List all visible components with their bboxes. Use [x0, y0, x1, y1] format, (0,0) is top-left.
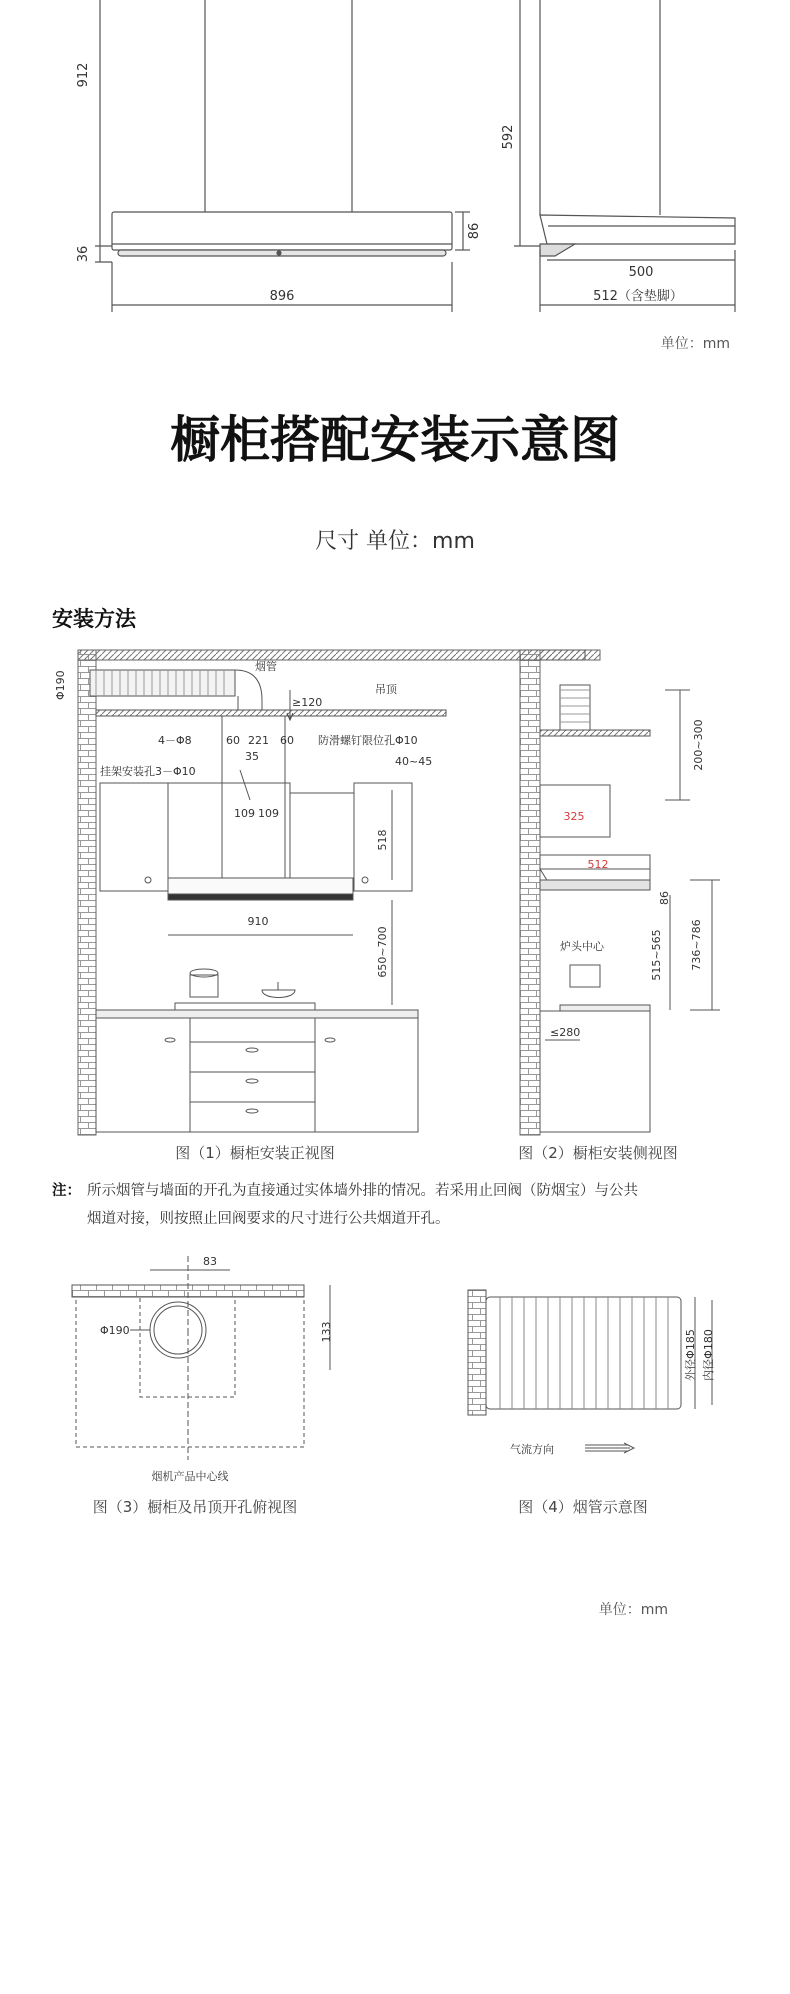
- dim-650-700: 650~700: [376, 926, 389, 978]
- centerline-label: 烟机产品中心线: [151, 1470, 229, 1483]
- stove-center-label: 炉头中心: [560, 940, 604, 953]
- airflow-label: 气流方向: [510, 1443, 554, 1456]
- gap-120-label: ≥120: [292, 696, 323, 709]
- dim-40-45: 40~45: [395, 755, 433, 768]
- figure-2-caption: 图（2）橱柜安装侧视图: [518, 1144, 678, 1162]
- bottom-unit-label: 单位：mm: [598, 1602, 668, 1618]
- ceiling-label: 吊顶: [375, 683, 397, 696]
- dim-60-right: 60: [280, 734, 294, 747]
- antislip-hole-label: 防滑螺钉限位孔Φ10: [318, 734, 418, 747]
- figure-2-side-install: [520, 650, 720, 1135]
- hole-diameter-label: Φ190: [100, 1324, 130, 1337]
- top-unit-label: 单位：mm: [660, 336, 730, 352]
- figure-4-caption: 图（4）烟管示意图: [518, 1498, 648, 1516]
- figure-3-caption: 图（3）橱柜及吊顶开孔俯视图: [92, 1498, 298, 1516]
- dim-736-786: 736~786: [690, 919, 703, 971]
- side-depth-feet-label: 512（含垫脚）: [593, 289, 683, 304]
- outer-diameter-label: 外径Φ185: [684, 1329, 697, 1381]
- dim-133: 133: [320, 1321, 333, 1343]
- dim-221: 221: [248, 734, 269, 747]
- dim-le-280: ≤280: [550, 1026, 581, 1039]
- figure-1-caption: 图（1）橱柜安装正视图: [175, 1144, 335, 1162]
- subtitle: 尺寸 单位：mm: [315, 529, 475, 554]
- front-view-drawing: [95, 0, 470, 312]
- side-depth-label: 500: [628, 265, 654, 280]
- hanger-hole-label: 挂架安装孔3－Φ10: [100, 765, 196, 778]
- section-heading: 安装方法: [52, 607, 136, 631]
- dim-109-left: 109: [234, 807, 255, 820]
- dim-200-300: 200~300: [692, 719, 705, 771]
- dim-109-right: 109: [258, 807, 279, 820]
- page-title: 橱柜搭配安装示意图: [170, 411, 620, 469]
- note-line-1: 所示烟管与墙面的开孔为直接通过实体墙外排的情况。若采用止回阀（防烟宝）与公共: [87, 1183, 638, 1199]
- front-width-label: 896: [269, 289, 295, 304]
- dim-325: 325: [563, 810, 585, 823]
- note-line-2: 烟道对接，则按照止回阀要求的尺寸进行公共烟道开孔。: [87, 1211, 450, 1227]
- dim-35: 35: [245, 750, 259, 763]
- dim-512: 512: [587, 858, 609, 871]
- note-label: 注：: [52, 1183, 81, 1199]
- dim-86: 86: [658, 891, 671, 905]
- front-bottom-label: 36: [76, 245, 91, 263]
- front-panel-height-label: 86: [467, 222, 482, 240]
- dim-910: 910: [247, 915, 269, 928]
- figure-4-duct: [468, 1290, 712, 1453]
- inner-diameter-label: 内径Φ180: [702, 1329, 715, 1381]
- side-height-label: 592: [501, 124, 516, 150]
- duct-label: 烟管: [255, 660, 277, 673]
- duct-diameter-label: Φ190: [54, 670, 67, 700]
- dim-83: 83: [203, 1255, 217, 1268]
- dim-60-left: 60: [226, 734, 240, 747]
- dim-515-565: 515~565: [650, 929, 663, 981]
- holes-4-label: 4－Φ8: [158, 734, 192, 747]
- dim-518: 518: [376, 829, 389, 851]
- front-height-label: 912: [76, 62, 91, 88]
- side-view-drawing: [514, 0, 735, 312]
- figure-3-top-view: [72, 1256, 330, 1460]
